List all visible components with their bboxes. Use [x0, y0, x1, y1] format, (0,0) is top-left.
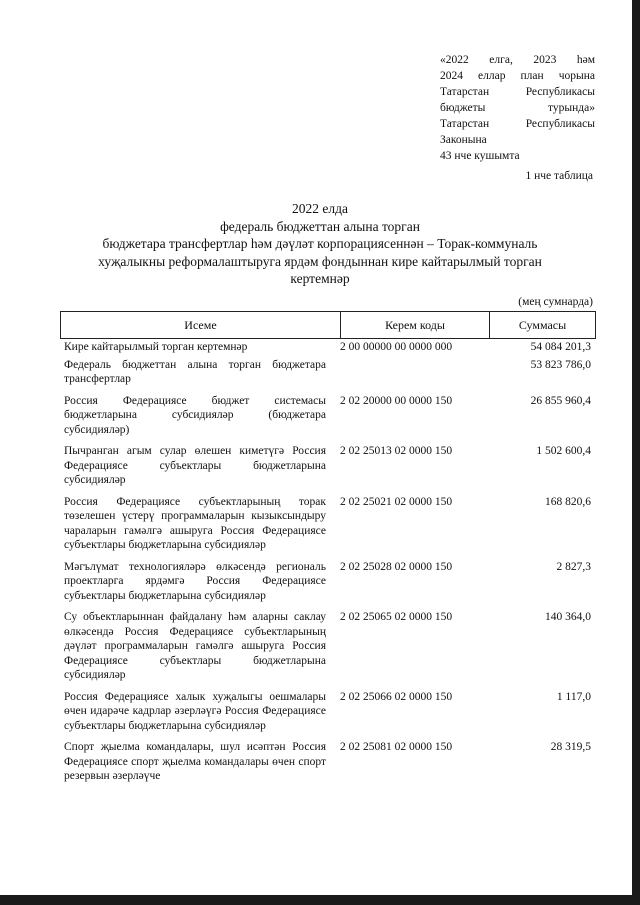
row-sum: 2 827,3	[556, 560, 591, 573]
title-line: хуҗалыкны реформалаштыруга ярдәм фондыннан кире кайтарылмый торган	[98, 253, 542, 269]
header-sum: Суммасы	[518, 317, 567, 332]
row-code: 2 02 20000 00 0000 150	[340, 394, 453, 407]
table-header	[60, 311, 596, 339]
row-code: 2 02 25081 02 0000 150	[340, 741, 453, 753]
table-row	[64, 444, 594, 488]
row-sum: 28 319,5	[550, 741, 591, 753]
annex-line: Законына	[440, 134, 487, 146]
annex-line: «2022 елга, 2023 һәм	[440, 54, 595, 66]
table-number: 1 нче таблица	[525, 170, 593, 182]
annex-line: Татарстан Республикасы	[440, 118, 595, 130]
table-row	[64, 394, 594, 438]
row-sum: 1 117,0	[556, 690, 591, 703]
header-name: Исеме	[61, 312, 341, 338]
table-row	[64, 740, 594, 784]
table-row	[64, 340, 594, 355]
units-note: (мең сумнарда)	[518, 296, 593, 308]
row-name: Мәгълүмат технологияләрә өлкәсендә региональ проектларга ярдәмгә Россия Федерациясе субъектлары бюджетларына субсидияләр	[64, 560, 326, 602]
row-code: 2 00 00000 00 0000 000	[340, 341, 453, 353]
row-sum: 53 823 786,0	[530, 358, 591, 371]
title-line: федераль бюджеттан алына торган	[220, 218, 420, 234]
table-row	[64, 690, 594, 734]
row-sum: 26 855 960,4	[530, 394, 591, 407]
annex-line: 43 нче кушымта	[440, 150, 520, 162]
table-row	[64, 560, 594, 604]
title-line: 2022 елда	[292, 201, 348, 216]
table-body	[64, 340, 594, 791]
scan-edge-right	[632, 0, 640, 905]
row-code: 2 02 25066 02 0000 150	[340, 690, 453, 703]
row-code: 2 02 25013 02 0000 150	[340, 445, 453, 457]
scan-edge-bottom	[0, 895, 640, 905]
row-code: 2 02 25065 02 0000 150	[340, 611, 453, 623]
row-name: Россия Федерациясе халык хуҗалыгы оешмалары өчен идарәче кадрлар әзерләүгә Россия Федерациясе субъектлары бюджетларына субсидияләр	[64, 690, 326, 732]
row-name: Россия Федерациясе бюджет системасы бюджетларына субсидияләр (бюджетара субсидияләр)	[64, 394, 326, 436]
row-name: Пычранган агым сулар өлешен киметүгә Россия Федерациясе субъектлары бюджетларына субсидияләр	[64, 445, 326, 486]
annex-line: Татарстан Республикасы	[440, 86, 595, 98]
row-code: 2 02 25028 02 0000 150	[340, 560, 453, 573]
table-row	[64, 495, 594, 553]
row-name: Спорт җыелма командалары, шул исәптән Россия Федерациясе спорт җыелма командалары өчен спорт резервын әзерләүче	[64, 741, 326, 782]
row-name: Россия Федерациясе субъектларының торак төзелешен үстерү программаларын кызыксындыру чараларын гамәлгә ашыруга Россия Федерациясе субъектлары бюджетларына субсидияләр	[64, 495, 326, 551]
row-name: Кире кайтарылмый торган кертемнәр	[64, 341, 248, 353]
row-code	[326, 358, 476, 387]
header-code: Керем коды	[341, 312, 490, 338]
row-sum: 1 502 600,4	[536, 445, 591, 457]
row-sum: 54 084 201,3	[530, 341, 591, 353]
title-line: бюджетара трансфертлар һәм дәүләт корпорациясеннән – Торак-коммуналь	[102, 236, 538, 251]
annex-line: бюджеты турында»	[440, 102, 595, 114]
row-name: Су объектларыннан файдалану һәм аларны саклау өлкәсендә Россия Федерациясе субъектларының дәүләт программаларын гамәлгә ашыруга Россия Федерациясе субъектлары бюджетларына субсидияләр	[64, 611, 326, 681]
table-row	[64, 358, 594, 387]
row-code: 2 02 25021 02 0000 150	[340, 495, 453, 508]
annex-note	[440, 52, 595, 164]
row-name: Федераль бюджеттан алына торган бюджетара трансфертлар	[64, 358, 326, 385]
annex-line: 2024 еллар план чорына	[440, 70, 595, 82]
title-line: кертемнәр	[290, 271, 350, 286]
row-sum: 140 364,0	[545, 611, 591, 623]
table-row	[64, 610, 594, 683]
document-title	[95, 200, 545, 288]
row-sum: 168 820,6	[545, 495, 591, 508]
